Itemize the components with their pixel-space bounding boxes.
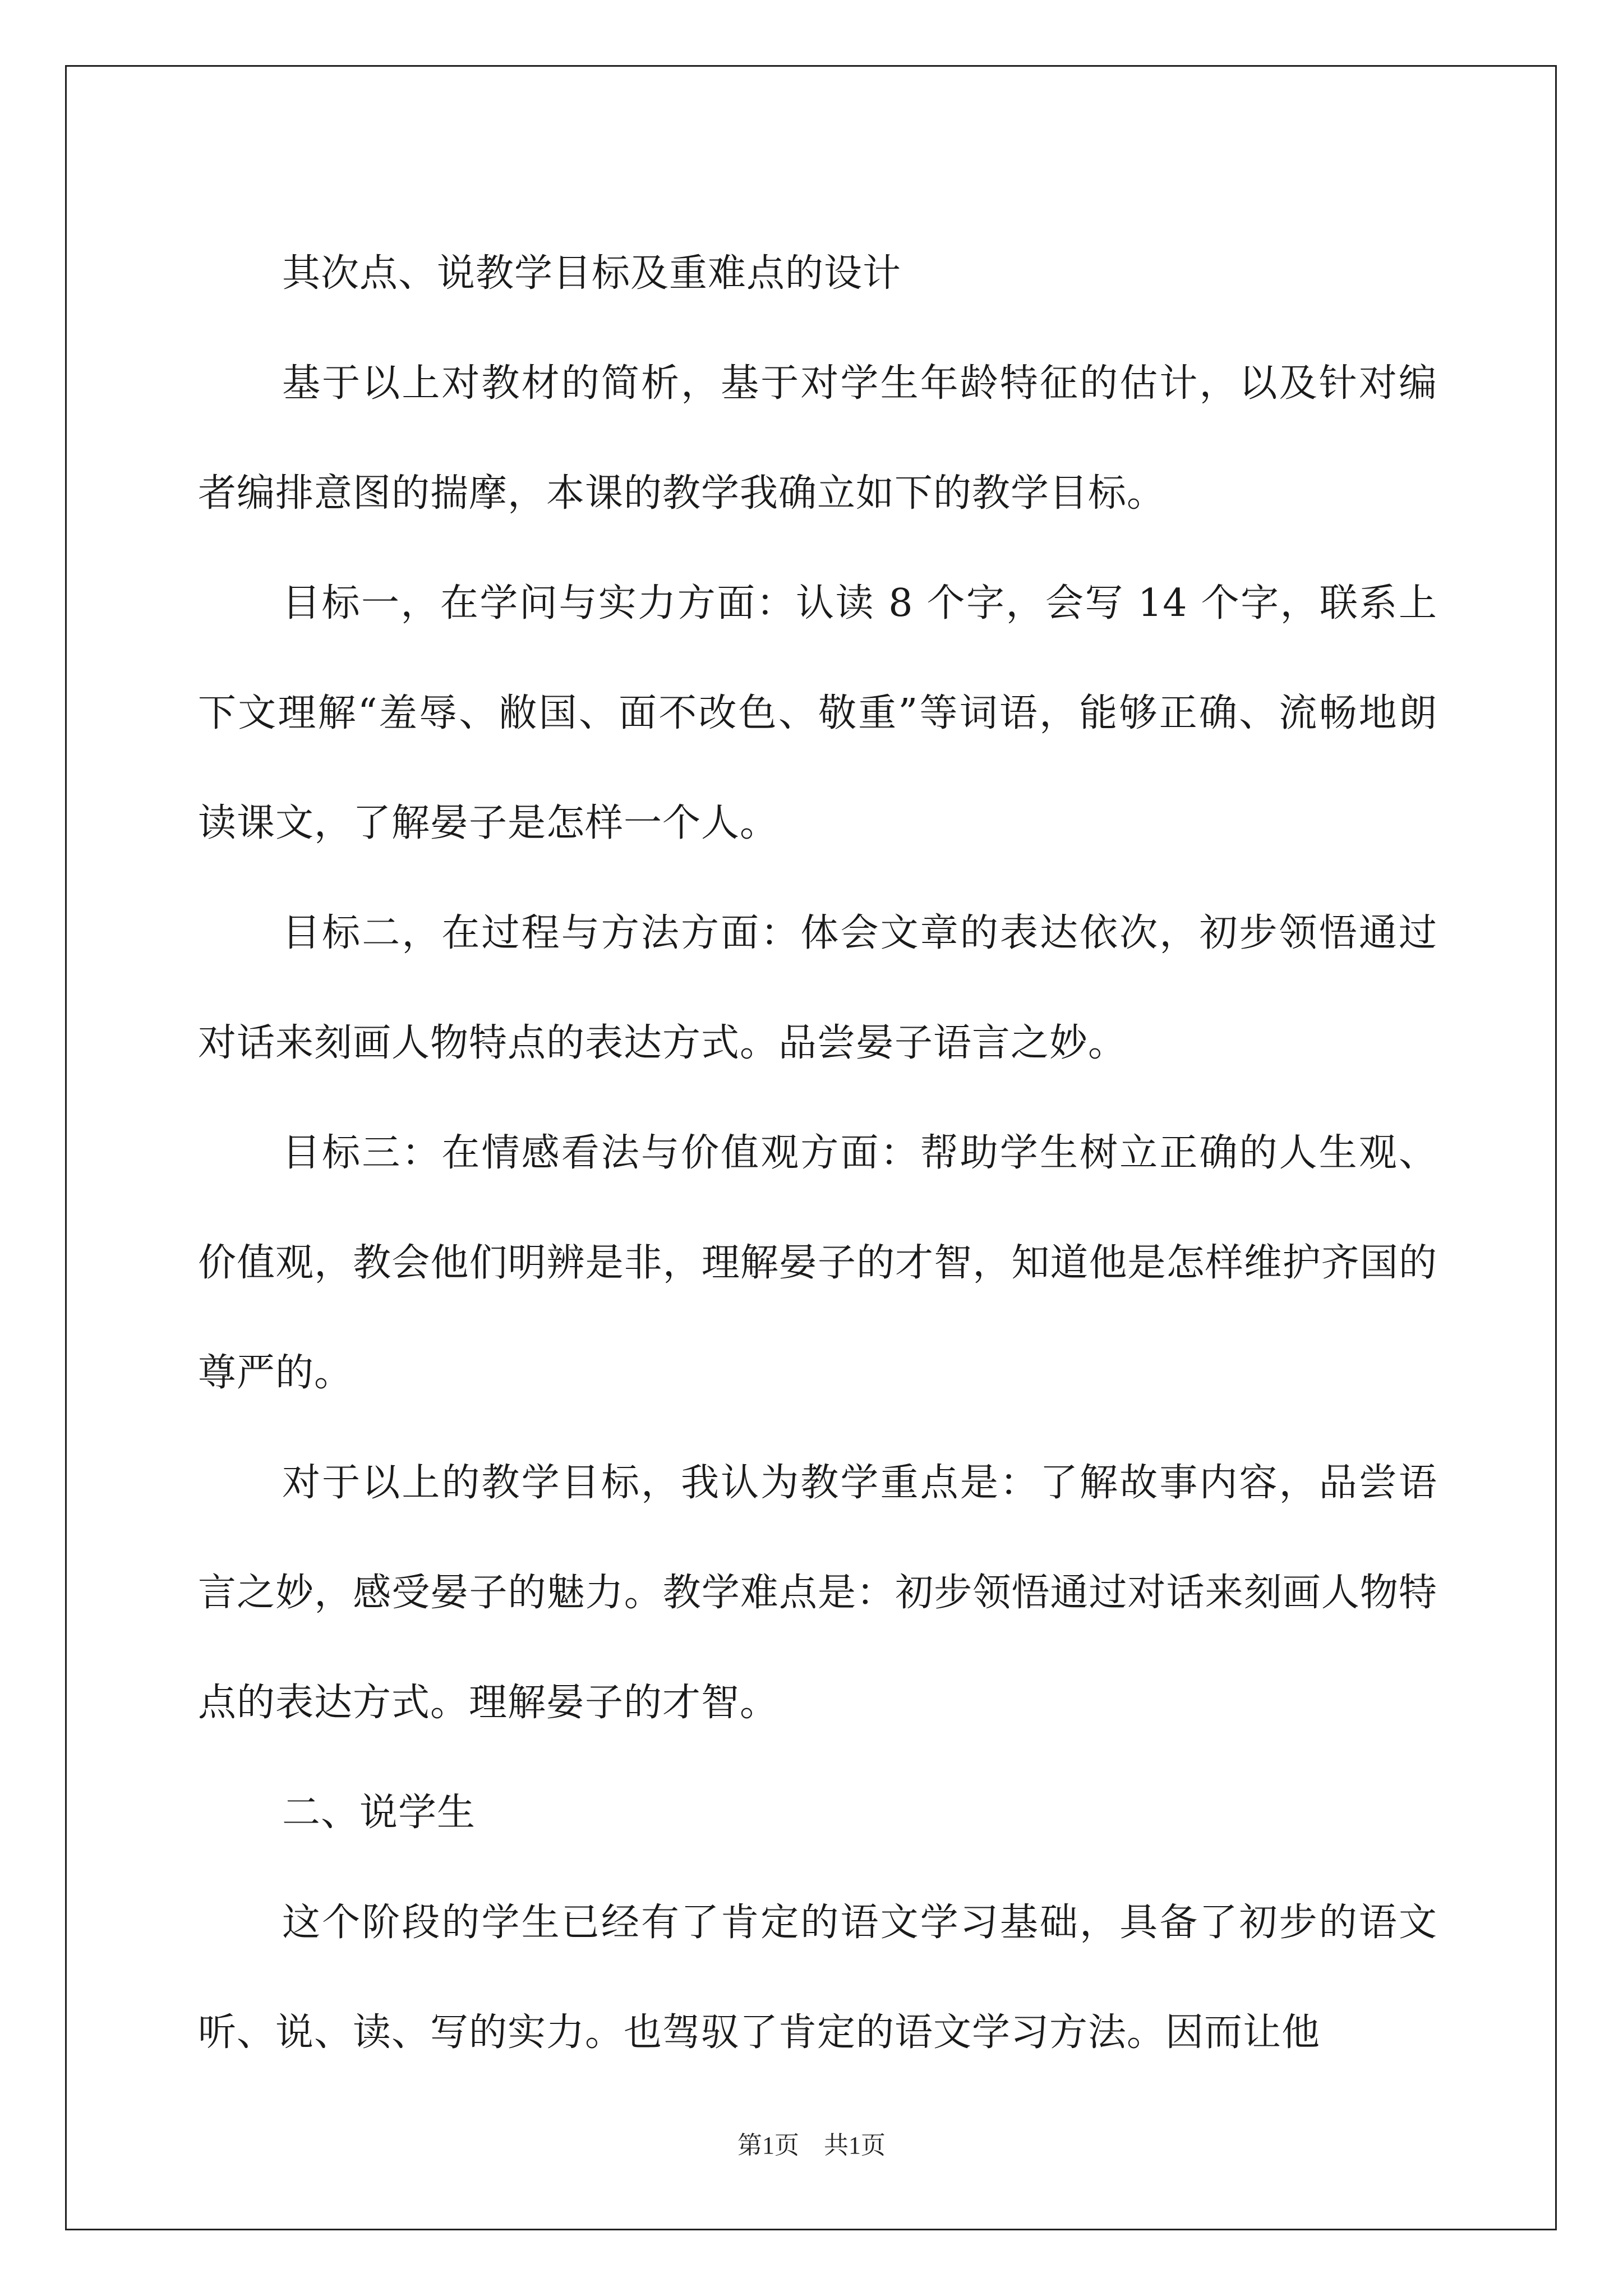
- paragraph-key-difficulties: 对于以上的教学目标，我认为教学重点是：了解故事内容，品尝语言之妙，感受晏子的魅力。教学难点是：初步领悟通过对话来刻画人物特点的表达方式。理解晏子的才智。: [198, 1461, 1437, 1725]
- page-number-total: 共1页: [824, 2132, 886, 2159]
- section-heading-objectives: 其次点、说教学目标及重难点的设计: [282, 251, 902, 296]
- paragraph-goal-one: 目标一，在学问与实力方面：认读 8 个字，会写 14 个字，联系上下文理解“羞辱、敝国、面不改色、敬重”等词语，能够正确、流畅地朗读课文，了解晏子是怎样一个人。: [198, 581, 1437, 845]
- paragraph-analysis: 基于以上对教材的简析，基于对学生年龄特征的估计，以及针对编者编排意图的揣摩，本课的教学我确立如下的教学目标。: [198, 361, 1437, 516]
- document-body: [198, 219, 1437, 2088]
- page-footer: [0, 2125, 1623, 2161]
- section-heading-students: 二、说学生: [282, 1791, 476, 1835]
- page-number-current: 第1页: [737, 2132, 799, 2159]
- paragraph-goal-three: 目标三：在情感看法与价值观方面：帮助学生树立正确的人生观、价值观，教会他们明辨是非，理解晏子的才智，知道他是怎样维护齐国的尊严的。: [198, 1131, 1437, 1395]
- paragraph-goal-two: 目标二，在过程与方法方面：体会文章的表达依次，初步领悟通过对话来刻画人物特点的表达方式。品尝晏子语言之妙。: [198, 911, 1437, 1065]
- paragraph-students: 这个阶段的学生已经有了肯定的语文学习基础，具备了初步的语文听、说、读、写的实力。也驾驭了肯定的语文学习方法。因而让他: [198, 1901, 1437, 2055]
